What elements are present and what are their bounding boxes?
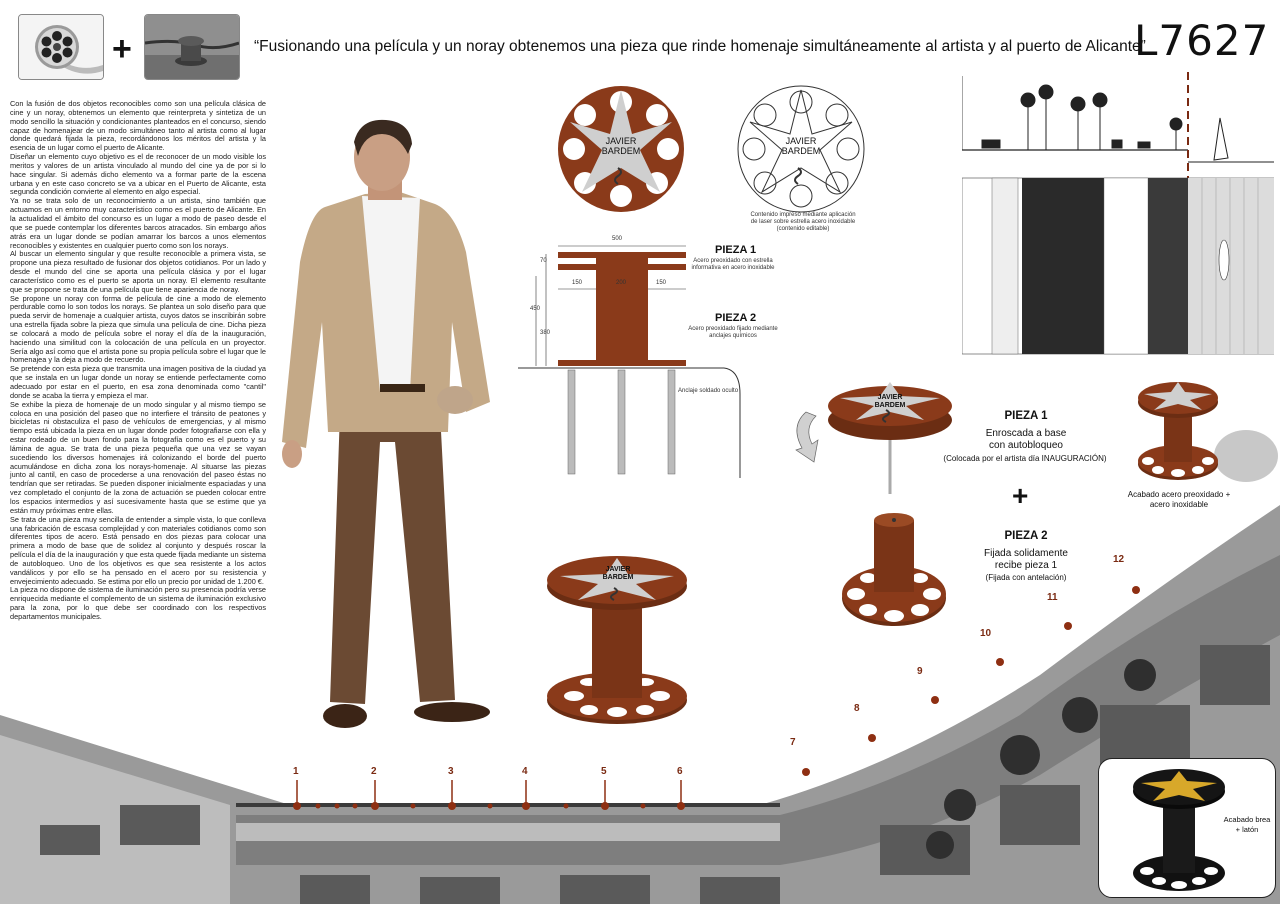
paragraph: La pieza no dispone de sistema de iluminación pero su presencia podría verse enriquecida mediante el complemento de un sistema de iluminación exclusivo para la zona, por lo que debe ser coordinado con los respectivos departamentos municipales.	[10, 585, 266, 621]
dim-h-top: 70	[540, 258, 547, 264]
dim-h-total: 450	[530, 306, 541, 312]
assembly-p2-line1: Fijada solidamente	[984, 548, 1068, 559]
plus-sign: +	[112, 30, 132, 68]
paragraph: Se pretende con esta pieza que transmita una imagen positiva de la ciudad ya que se instala en un lugar donde un noray se entiende perfectamente como adecuado por estar en el puerto, en esa zona denominada como "cantil" donde se acaba la tierra y empieza el mar.	[10, 364, 266, 400]
marker-2[interactable]: 2	[371, 766, 377, 777]
dim-left: 150	[572, 280, 583, 286]
paragraph: Al buscar un elemento singular y que resulte reconocible a primera vista, se propone una pieza resultado de fusionar dos objetos cotidianos. Por un lado y desde el mundo del cine se aporta una película clásica y por el lugar característico como es el puerto se aporta un noray. El elemento resultante que se propone se trata de una película que tiene apariencia de noray.	[10, 249, 266, 294]
marker-6[interactable]: 6	[677, 766, 683, 777]
paragraph: Diseñar un elemento cuyo objetivo es el de reconocer de un modo visible los meritos y valores de un artista vinculado al mundo del cine ya de por si lo hace singular. Si además dicho elemento va a formar parte de la escena urbana y en este caso concreto se va a ubicar en el Puerto de Alicante, esta segunda condición convierte al elemento en algo especial.	[10, 152, 266, 197]
pieza2-title: PIEZA 2	[715, 312, 757, 324]
paragraph: Ya no se trata solo de un reconocimiento a un artista, sino también que actuamos en un entorno muy característico como es el puerto de Alicante. En la actualidad el ámbito del concurso es un lugar a modo de paseo desde el que se puede contemplar los diferentes barcos atracados. Sin embargo años atrás era un lugar donde se podían amarrar los barcos a unos elementos reconocibles y existentes en cualquier puerto como son los norays.	[10, 196, 266, 250]
star-name-drawing: JAVIER BARDEM	[781, 136, 821, 156]
assembly-p1-line2: con autobloqueo	[989, 440, 1063, 451]
project-code: L7627	[1134, 16, 1270, 65]
paragraph: Se trata de una pieza muy sencilla de entender a simple vista, lo que conlleva una fabricación de escasa complejidad y con materiales cotidianos como son diferentes tipos de acero. Está pensado en dos piezas para colocar una primera a modo de base que de solidez al conjunto y después roscar la película el día de la inauguración y que esta quede fijada mediante un sistema de autobloqueo. Uno de los objetivos es que sea resistente a los actos vandálicos y por ello se ha pensado en el acero por su resistencia y envejecimiento adecuado. Se estima por ello un precio por unidad de 1.200 €.	[10, 514, 266, 586]
project-headline: “Fusionando una película y un noray obtenemos una pieza que rinde homenaje simultáneamente al artista y al puerto de Alicante”	[254, 38, 1146, 55]
pieza1-desc: Acero preoxidado con estrella informativa en acero inoxidable	[691, 258, 775, 271]
exploded-star-name: JAVIER BARDEM	[874, 394, 906, 409]
finish-inset	[1098, 758, 1276, 898]
assembly-p1-line1: Enroscada a base	[985, 428, 1067, 439]
assembly-p1-line3: (Colocada por el artista día INAUGURACIÓN)	[943, 454, 1107, 463]
pieza1-title: PIEZA 1	[715, 244, 757, 256]
marker-10[interactable]: 10	[980, 628, 992, 639]
dim-right: 150	[656, 280, 667, 286]
anchor-note: Anclaje soldado oculto	[678, 388, 739, 394]
bollard-thumbnail	[144, 14, 240, 80]
paragraph: Se exhibe la pieza de homenaje de un modo singular y al mismo tiempo se coloca en una posición del paseo que no interfiere el tránsito de peatones y bicicletas ni obstaculiza el paso de vehículos de emergencias, y al mismo tiempo está ubicada la pieza en un lugar donde poder fotografiarse con ella y estar rodeado de un buen fondo para la fotografía como es el puerto y su lámina de agua. Se trata de una pieza pequeña que una vez se vayan sucediendo los diversos homenajes irá colonizando el borde del puerto acumulándose en dicha zona los norays-homenaje. Al situarse las piezas junto al cantil, en caso de procederse a una renovación del paseo éstas no tendrían que ser retiradas. Se pueden disponer inicialmente espaciadas y una vez completado el conjunto de la zona de actuación se pueden colocar entre los espacios intermedios y así sucesivamente hasta que se estime que ya están muy próximas entre ellas.	[10, 399, 266, 515]
marker-3[interactable]: 3	[448, 766, 454, 777]
star-name: JAVIER BARDEM	[601, 136, 641, 156]
street-section-plan	[962, 72, 1274, 358]
dim-h-body: 380	[540, 330, 551, 336]
marker-12[interactable]: 12	[1113, 554, 1125, 565]
marker-7[interactable]: 7	[790, 737, 796, 748]
assembly-p1-title: PIEZA 1	[1004, 410, 1048, 422]
marker-5[interactable]: 5	[601, 766, 607, 777]
assembly-plus: +	[1012, 480, 1029, 511]
marker-1[interactable]: 1	[293, 766, 299, 777]
film-reel-icon	[19, 15, 103, 79]
dim-total-width: 500	[612, 236, 623, 242]
assembly-p2-title: PIEZA 2	[1004, 530, 1048, 542]
film-reel-thumbnail	[18, 14, 104, 80]
noray-black-render	[1129, 765, 1229, 895]
assembly-p2-line3: (Fijada con antelación)	[985, 573, 1067, 582]
dim-center: 200	[616, 280, 627, 286]
finish-label-2: Acabado brea + latón	[1223, 815, 1271, 834]
paragraph: Con la fusión de dos objetos reconocibles como son una película clásica de cine y un noray, obtenemos un elemento que reinterpreta y sintetiza de un modo sencillo la situación y condicionantes planteados en el concurso, siendo capaz de homenajear de un modo simultáneo tanto al artista como al lugar donde quedará fijada la pieza, recordándonos los méritos del artista y la esencia de un lugar como el puerto de Alicante.	[10, 99, 266, 153]
laser-note: Contenido impreso mediante aplicación de laser sobre estrella acero inoxidable (contenido editable)	[750, 212, 856, 232]
paragraph: Se propone un noray con forma de película de cine a modo de elemento perdurable como lo son todos los norays. Se plantea un solo diseño para que pueda servir de homenaje a cualquier artista, cuyos datos se inscribirán sobre una estrella fijada sobre la pieza que simula una película de cine. Dicha pieza se colocará a modo de película sobre el noray el día de la inauguración, haciendo una similitud con la colocación de una película en un proyector. Sería algo así como que el artista pone su propia película sobre el lugar que le homenajea y la deja a modo de recuerdo.	[10, 293, 266, 365]
marker-8[interactable]: 8	[854, 703, 860, 714]
assembly-p2-line2: recibe pieza 1	[994, 560, 1058, 571]
pieza2-desc: Acero preoxidado fijado mediante anclajes químicos	[688, 326, 778, 339]
aerial-photo	[0, 505, 1280, 904]
noray-render-shadow	[1134, 378, 1280, 488]
marker-11[interactable]: 11	[1047, 592, 1058, 603]
render-star-name: JAVIER BARDEM	[602, 566, 634, 581]
marker-9[interactable]: 9	[917, 666, 923, 677]
marker-4[interactable]: 4	[522, 766, 528, 777]
bollard-icon	[145, 15, 239, 79]
finish-label-1: Acabado acero preoxidado + acero inoxidable	[1127, 490, 1231, 509]
